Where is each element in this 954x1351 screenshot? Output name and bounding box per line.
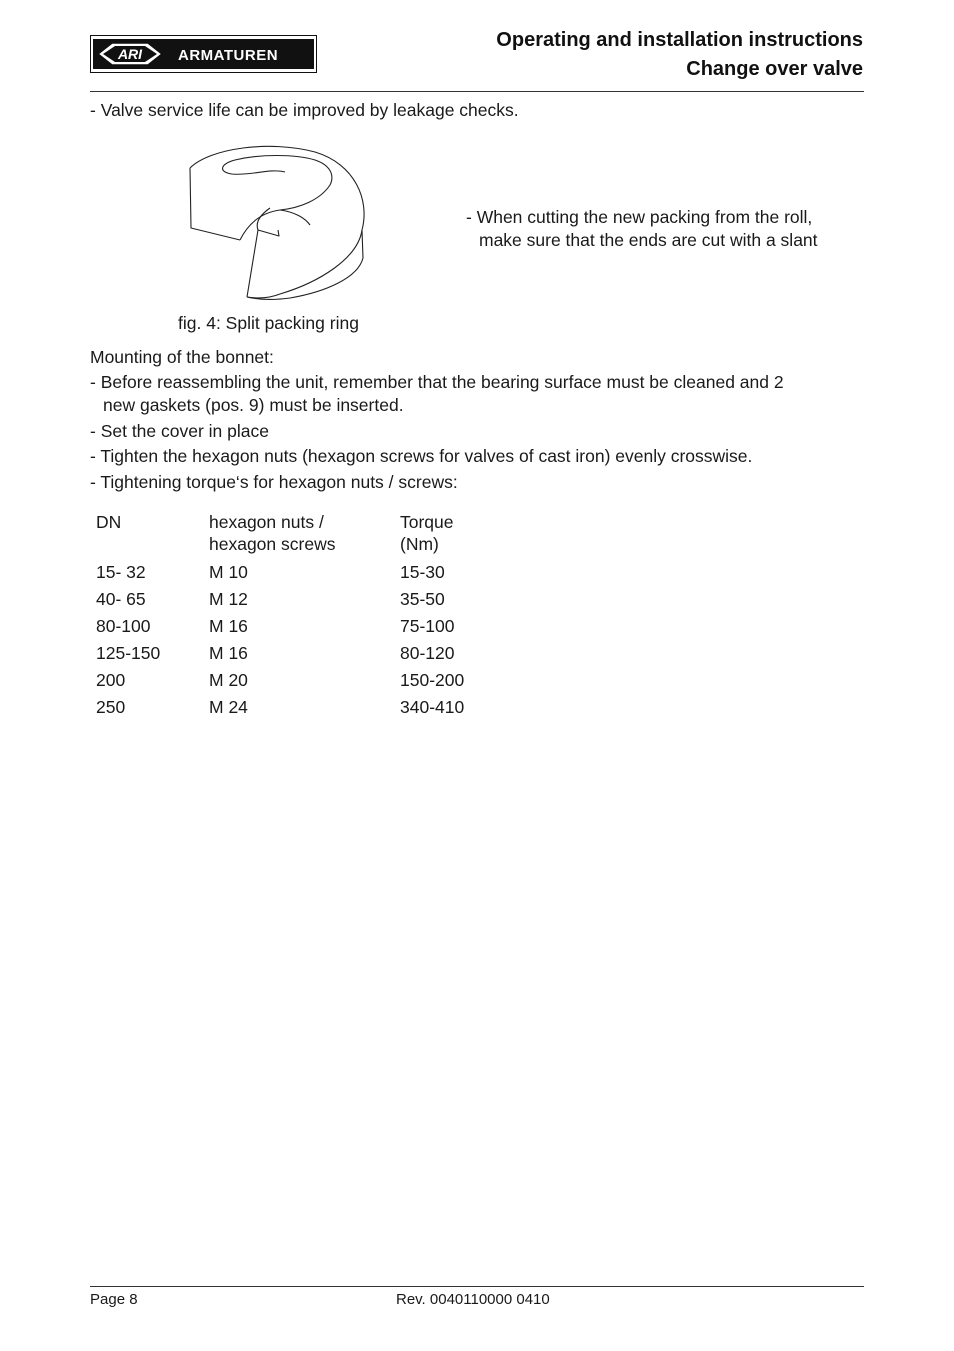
header-nuts-line-2: hexagon screws <box>209 534 336 554</box>
title-line-2: Change over valve <box>686 58 863 80</box>
mounting-heading: Mounting of the bonnet: <box>90 347 274 367</box>
header-nuts <box>203 511 394 561</box>
svg-text:ARMATUREN: ARMATUREN <box>178 47 279 64</box>
cell-torque: 340-410 <box>400 697 465 717</box>
cell-dn: 15- 32 <box>96 562 146 582</box>
cell-torque: 150-200 <box>400 670 465 690</box>
svg-text:ARI: ARI <box>117 46 143 62</box>
cell-torque: 15-30 <box>400 562 445 582</box>
cell-nut: M 24 <box>209 697 248 717</box>
cutting-note-line-2: make sure that the ends are cut with a slant <box>479 230 818 250</box>
cell-torque: 35-50 <box>400 589 445 609</box>
step-4: - Tightening torque‘s for hexagon nuts / screws: <box>90 472 458 492</box>
step-1 <box>90 371 784 417</box>
page-number: Page 8 <box>90 1291 138 1308</box>
title-line-1: Operating and installation instructions <box>496 29 863 51</box>
table-row <box>90 561 500 588</box>
cutting-note-line-1: - When cutting the new packing from the roll, <box>466 207 813 227</box>
table-row <box>90 696 500 723</box>
step-2: - Set the cover in place <box>90 421 269 441</box>
revision-number: Rev. 0040110000 0410 <box>396 1291 550 1308</box>
cell-nut: M 12 <box>209 589 248 609</box>
cell-dn: 250 <box>96 697 126 717</box>
ari-armaturen-logo <box>90 35 317 73</box>
torque-table <box>90 511 500 723</box>
step-1-line-2: new gaskets (pos. 9) must be inserted. <box>103 395 404 415</box>
table-row <box>90 642 500 669</box>
table-row <box>90 615 500 642</box>
header-divider <box>90 91 864 92</box>
intro-text: - Valve service life can be improved by leakage checks. <box>90 100 519 120</box>
document-title <box>496 26 863 84</box>
cell-dn: 125-150 <box>96 643 161 663</box>
header-nuts-line-1: hexagon nuts / <box>209 512 324 532</box>
cell-nut: M 16 <box>209 643 248 663</box>
cell-torque: 75-100 <box>400 616 455 636</box>
table-row <box>90 669 500 696</box>
cell-dn: 40- 65 <box>96 589 146 609</box>
split-packing-ring-illustration <box>180 140 375 305</box>
header-torque-line-1: Torque <box>400 512 454 532</box>
cell-nut: M 20 <box>209 670 248 690</box>
header-dn: DN <box>96 512 122 532</box>
cell-nut: M 10 <box>209 562 248 582</box>
header-torque <box>394 511 500 561</box>
table-header-row <box>90 511 500 561</box>
cell-nut: M 16 <box>209 616 248 636</box>
table-row <box>90 588 500 615</box>
cell-torque: 80-120 <box>400 643 455 663</box>
step-1-line-1: - Before reassembling the unit, remember that the bearing surface must be cleaned and 2 <box>90 372 784 392</box>
cell-dn: 80-100 <box>96 616 151 636</box>
cutting-note <box>466 206 818 252</box>
cell-dn: 200 <box>96 670 126 690</box>
header-torque-line-2: (Nm) <box>400 534 439 554</box>
figure-caption: fig. 4: Split packing ring <box>178 313 359 333</box>
footer-divider <box>90 1286 864 1287</box>
step-3: - Tighten the hexagon nuts (hexagon screws for valves of cast iron) evenly crosswise. <box>90 446 753 466</box>
